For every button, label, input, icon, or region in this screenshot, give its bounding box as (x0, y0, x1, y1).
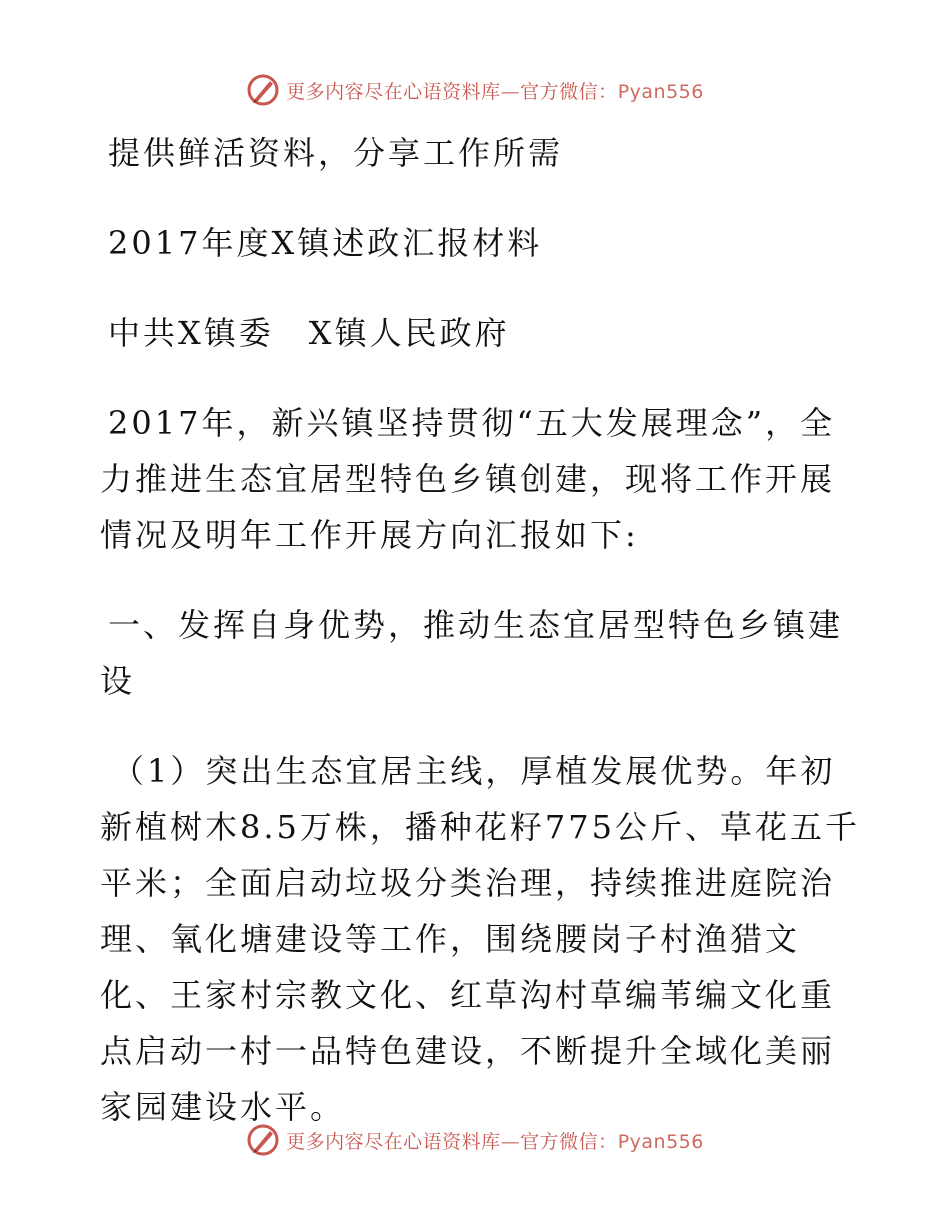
pen-logo-icon (246, 1123, 280, 1157)
document-body (100, 125, 860, 1169)
banner-text: 更多内容尽在心语资料库—官方微信：Pyan556 (286, 1130, 704, 1153)
section-item-paragraph: （1）突出生态宜居主线，厚植发展优势。年初新植树木8.5万株，播种花籽775公斤、草花五千平米；全面启动垃圾分类治理，持续推进庭院治理、氧化塘建设等工作，围绕腰岗子村渔猎文化、王家村宗教文化、红草沟村草编苇编文化重点启动一村一品特色建设，不断提升全域化美丽家园建设水平。 (100, 752, 860, 1126)
pen-logo-icon (246, 73, 280, 107)
document-title: 2017年度X镇述政汇报材料 (108, 224, 543, 262)
header-banner (0, 70, 950, 110)
section-heading: 一、发挥自身优势，推动生态宜居型特色乡镇建设 (100, 606, 844, 700)
tagline: 提供鲜活资料，分享工作所需 (108, 134, 564, 172)
issuer-line: 中共X镇委 X镇人民政府 (108, 314, 510, 352)
footer-banner (0, 1120, 950, 1160)
intro-paragraph: 2017年，新兴镇坚持贯彻“五大发展理念”，全力推进生态宜居型特色乡镇创建，现将工作开展情况及明年工作开展方向汇报如下: (100, 404, 836, 554)
banner-text: 更多内容尽在心语资料库—官方微信：Pyan556 (286, 80, 704, 103)
